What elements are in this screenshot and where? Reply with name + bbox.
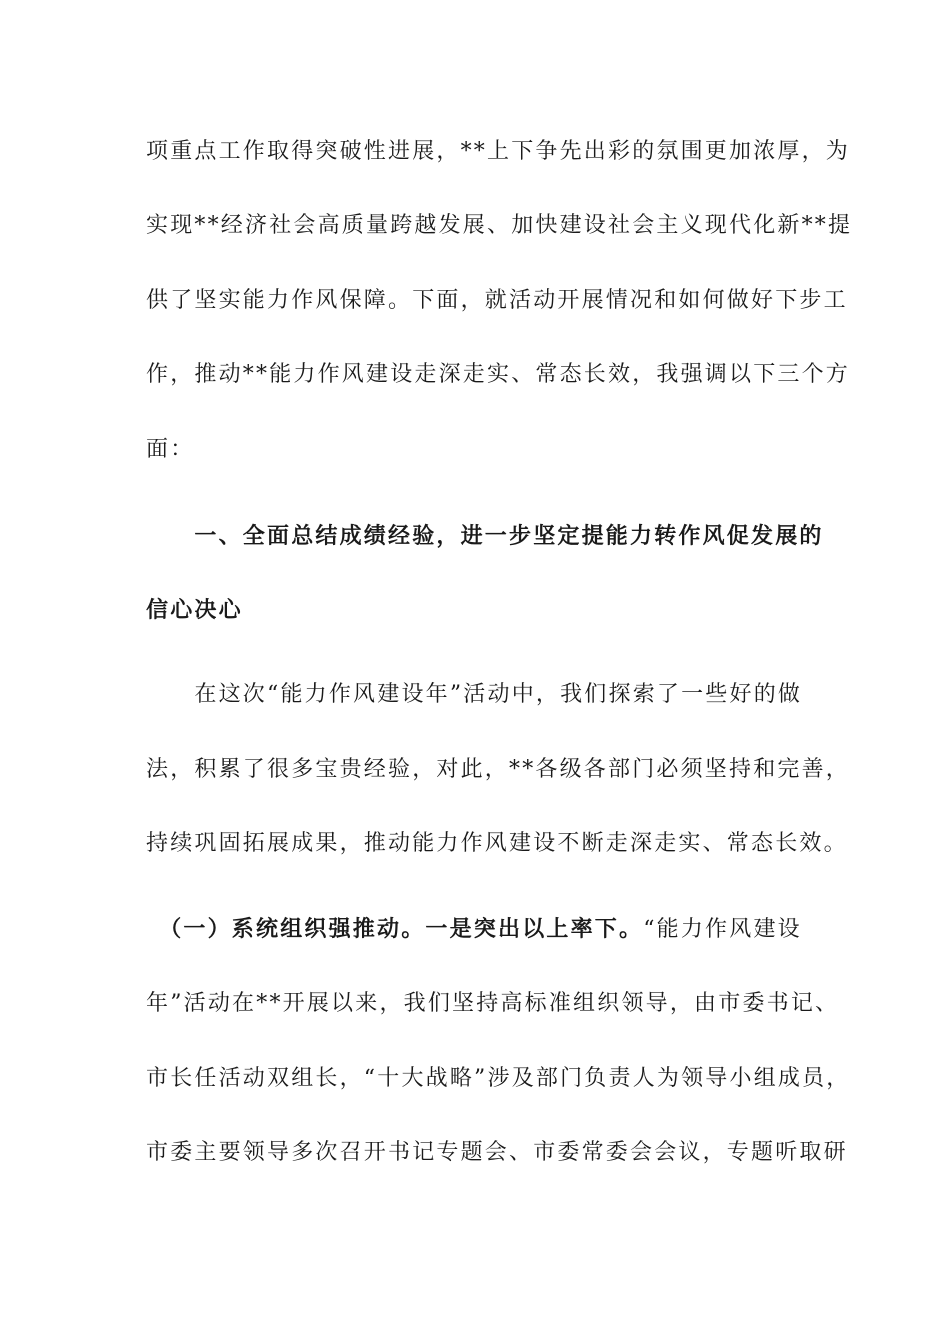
- body-line: 在这次“能力作风建设年”活动中，我们探索了一些好的做: [146, 682, 803, 707]
- body-line: 年”活动在**开展以来，我们坚持高标准组织领导，由市委书记、: [146, 991, 840, 1016]
- section-heading-continued: 信心决心: [146, 597, 243, 623]
- body-line: 项重点工作取得突破性进展，**上下争先出彩的氛围更加浓厚，为: [146, 139, 851, 164]
- body-line: 市长任活动双组长，“十大战略”涉及部门负责人为领导小组成员，: [146, 1066, 851, 1091]
- body-line: 法，积累了很多宝贵经验，对此，**各级各部门必须坚持和完善，: [146, 757, 851, 782]
- body-line: 持续巩固拓展成果，推动能力作风建设不断走深走实、常态长效。: [146, 831, 848, 856]
- body-line: 实现**经济社会高质量跨越发展、加快建设社会主义现代化新**提: [146, 213, 853, 238]
- subsection-line-rest: “能力作风建设: [643, 917, 802, 942]
- subsection-line: [146, 914, 806, 945]
- body-line: 作，推动**能力作风建设走深走实、常态长效，我强调以下三个方: [146, 362, 851, 387]
- body-line: 市委主要领导多次召开书记专题会、市委常委会会议，专题听取研: [146, 1140, 848, 1165]
- section-heading: 一、全面总结成绩经验，进一步坚定提能力转作风促发展的: [146, 523, 824, 549]
- body-line: 面：: [146, 437, 195, 462]
- subsection-heading: （一）系统组织强推动。一是突出以上率下。: [146, 916, 644, 942]
- body-line: 供了坚实能力作风保障。下面，就活动开展情况和如何做好下步工: [146, 288, 848, 313]
